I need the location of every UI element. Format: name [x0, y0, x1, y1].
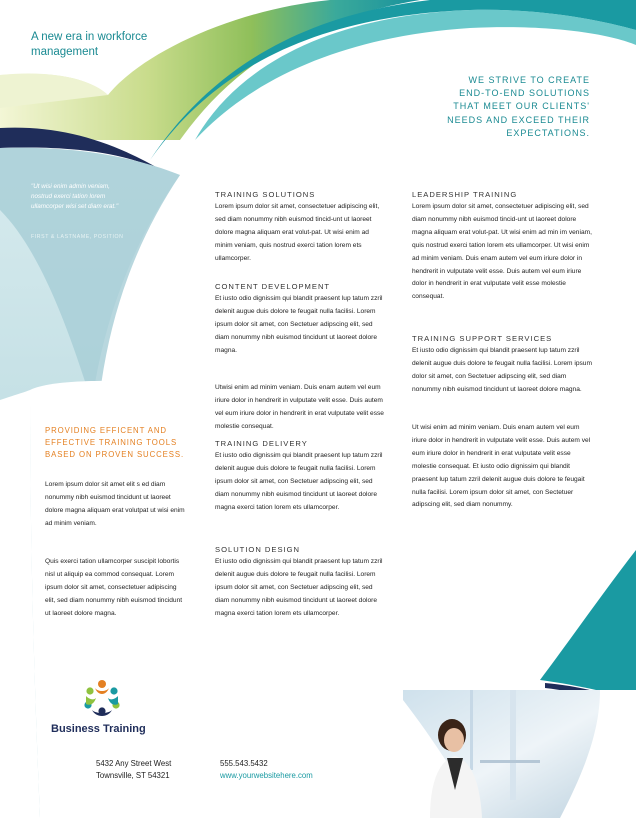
phone-number: 555.543.5432: [220, 759, 268, 768]
section-text-leadership-training: Lorem ipsum dolor sit amet, consectetuer adipiscing elit, sed diam nonummy nibh euismod tincid-unt ut laoreet dolore magna aliquam erat volut-pat. Ut wisi enim ad min im veniam, quis nostrud exerci tation lorem ets ullamcorper. Ut wisi enim ad minim veniam. Duis enam autem vel eum iriure dolor in hendrerit in vulputate velit esse. Duis autem vel eum iriure dolor in hendrerit in erat vulputate velit esse molestie consequat.: [412, 203, 592, 301]
section-text-training-support: Et iusto odio dignissim qui blandit praesent lup tatum zzril delenit augue duis dolore te feugait nulla facilisi. Lorem ipsum dolor sit amet, con Sectetuer adipscing elit, sed diam nonummy nibh euismod tincidunt ut laoreet dolore magna.: [412, 347, 592, 393]
section-text-content-development-2: Utwisi enim ad minim veniam. Duis enam autem vel eum iriure dolor in hendrerit in vulputate velit esse. Duis autem vel eum iriure dolor in hendrerit in erat vulputate velit esse molestie consequat.: [215, 384, 384, 430]
address-line-1: 5432 Any Street West: [96, 759, 172, 768]
section-title-training-delivery: TRAINING DELIVERY: [215, 439, 308, 448]
tagline: A new era in workforce management: [31, 31, 148, 58]
testimonial-quote: "Ut wisi enim admin veniam, nostrud exerci tation lorem ullamcorper wisi set diam erat.": [31, 183, 119, 211]
left-column-text-2: Quis exerci tation ullamcorper suscipit lobortis nisl ut aliquip ea commod consequat. Lorem ipsum dolor sit amet, consectetuer adipiscing elit, sed diam nonummy nibh euismod tincidunt ut laoreet dolore magna.: [45, 558, 183, 617]
left-column-text-1: Lorem ipsum dolor sit amet elit s ed diam nonummy nibh euismod tincidunt ut laoreet dolore magna aliquam erat volutpat ut wisi enim ad minim veniam.: [45, 481, 185, 527]
section-text-training-delivery: Et iusto odio dignissim qui blandit praesent lup tatum zzril delenit augue duis dolore te feugait nulla facilisi. Lorem ipsum dolor sit amet, con Sectetuer adipscing elit, sed diam nonummy nibh euismod tincidunt ut laoreet dolore magna exerci tation lorem ets ullamcorper.: [215, 452, 383, 511]
business-training-logo-icon: [80, 678, 124, 720]
section-text-solution-design: Et iusto odio dignissim qui blandit praesent lup tatum zzril delenit augue duis dolore te feugait nulla facilisi. Lorem ipsum dolor sit amet, con Sectetuer adipscing elit, sed diam nonummy nibh euismod tincidunt ut laoreet dolore magna exerci tation lorem ets ullamcorper.: [215, 558, 383, 617]
left-column-heading: PROVIDING EFFICENT AND EFFECTIVE TRAINING TOOLS BASED ON PROVEN SUCCESS.: [45, 426, 185, 459]
section-title-training-support: TRAINING SUPPORT SERVICES: [412, 334, 553, 343]
section-text-content-development: Et iusto odio dignissim qui blandit praesent lup tatum zzril delenit augue duis dolore te feugait nulla facilisi. Lorem ipsum dolor sit amet, con Sectetuer adipscing elit, sed diam nonummy nibh euismod tincidunt ut laoreet dolore magna.: [215, 295, 383, 354]
brand-name: Business Training: [51, 723, 146, 735]
section-title-training-solutions: TRAINING SOLUTIONS: [215, 190, 316, 199]
headline: WE STRIVE TO CREATE END-TO-END SOLUTIONS THAT MEET OUR CLIENTS' NEEDS AND EXCEED THEIR EXPECTATIONS.: [447, 75, 590, 138]
teal-corner-bottom-right: [540, 550, 636, 700]
address-line-2: Townsville, ST 54321: [96, 771, 170, 780]
section-title-solution-design: SOLUTION DESIGN: [215, 545, 301, 554]
section-title-content-development: CONTENT DEVELOPMENT: [215, 282, 331, 291]
section-title-leadership-training: LEADERSHIP TRAINING: [412, 190, 518, 199]
section-text-training-solutions: Lorem ipsum dolor sit amet, consectetuer adipiscing elit, sed diam nonummy nibh euismod tincid-unt ut laoreet dolore magna aliquam erat volut-pat. Ut wisi enim ad minim veniam, quis nostrud exerci tation lorem ets ullamcorper.: [215, 203, 380, 262]
section-text-training-support-2: Ut wisi enim ad minim veniam. Duis enam autem vel eum iriure dolor in hendrerit in vulputate velit esse. Duis autem vel eum iriure dolor in hendrerit in erat vulputate velit esse molestie consequat. Et iusto odio dignissim qui blandit praesent lup tatum zzril delenit augue duis dolore te feugait nulla facilisi. Lorem ipsum dolor sit amet, con Sectetuer adipscing elit, sed diam nonummy.: [412, 424, 591, 509]
quote-author: FIRST & LASTNAME, POSITION: [31, 234, 124, 240]
website-link[interactable]: www.yourwebsitehere.com: [220, 771, 313, 780]
